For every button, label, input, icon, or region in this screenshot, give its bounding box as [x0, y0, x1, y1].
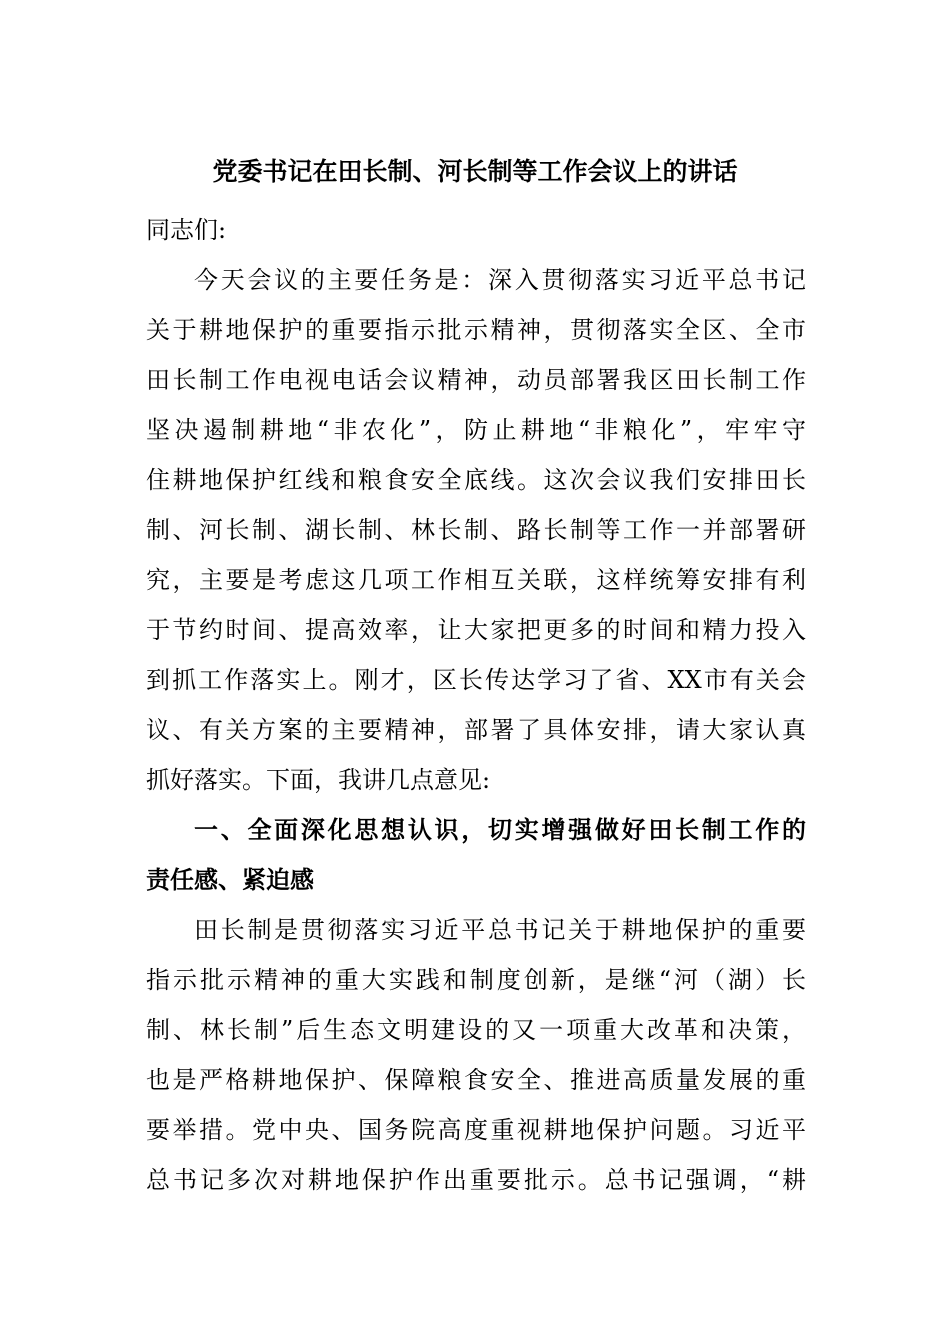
section-heading-line: 责任感、紧迫感 [146, 866, 314, 894]
paragraph-line: 抓好落实。下面，我讲几点意见: [146, 766, 491, 794]
paragraph-line: 制、林长制”后生态文明建设的又一项重大改革和决策， [146, 1016, 806, 1044]
paragraph-line: 于节约时间、提高效率，让大家把更多的时间和精力投入 [146, 616, 806, 644]
paragraph-line: 制、河长制、湖长制、林长制、路长制等工作一并部署研 [146, 516, 806, 544]
paragraph-line: 议、有关方案的主要精神，部署了具体安排，请大家认真 [146, 716, 806, 744]
paragraph-line: 指示批示精神的重大实践和制度创新，是继“河（湖）长 [146, 966, 806, 994]
paragraph-line: 田长制工作电视电话会议精神，动员部署我区田长制工作 [146, 366, 806, 394]
paragraph-line: 总书记多次对耕地保护作出重要批示。总书记强调，“耕 [146, 1166, 806, 1194]
document-body [146, 205, 806, 1205]
paragraph-line: 坚决遏制耕地“非农化”，防止耕地“非粮化”，牢牢守 [146, 416, 806, 444]
document-title: 党委书记在田长制、河长制等工作会议上的讲话 [212, 157, 738, 186]
section-heading-line: 一、全面深化思想认识，切实增强做好田长制工作的 [194, 816, 806, 844]
paragraph-line: 田长制是贯彻落实习近平总书记关于耕地保护的重要 [194, 916, 806, 944]
paragraph-line: 今天会议的主要任务是：深入贯彻落实习近平总书记 [194, 266, 806, 294]
paragraph-line: 究，主要是考虑这几项工作相互关联，这样统筹安排有利 [146, 566, 806, 594]
paragraph-line: 到抓工作落实上。刚才，区长传达学习了省、XX市有关会 [146, 666, 806, 694]
salutation: 同志们: [146, 216, 227, 244]
paragraph-line: 关于耕地保护的重要指示批示精神，贯彻落实全区、全市 [146, 316, 806, 344]
paragraph-line: 要举措。党中央、国务院高度重视耕地保护问题。习近平 [146, 1116, 806, 1144]
paragraph-line: 住耕地保护红线和粮食安全底线。这次会议我们安排田长 [146, 466, 806, 494]
paragraph-line: 也是严格耕地保护、保障粮食安全、推进高质量发展的重 [146, 1066, 806, 1094]
